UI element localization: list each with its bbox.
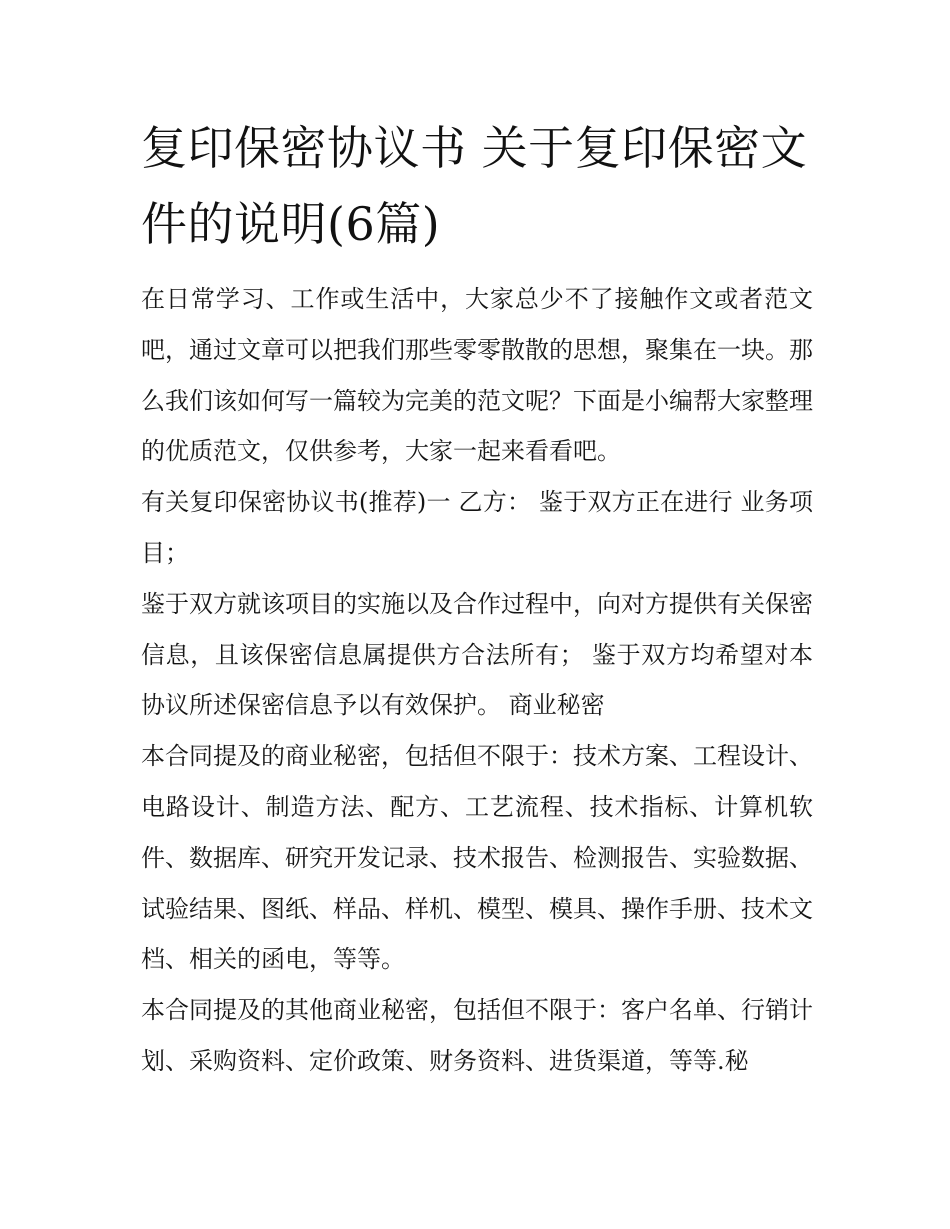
paragraph-parties: 有关复印保密协议书(推荐)一 乙方： 鉴于双方正在进行 业务项目； bbox=[141, 488, 813, 567]
paragraph-intro: 在日常学习、工作或生活中，大家总少不了接触作文或者范文吧，通过文章可以把我们那些零零散散的思想，聚集在一块。那么我们该如何写一篇较为完美的范文呢？下面是小编帮大家整理的优质范文，仅供参考，大家一起来看看吧。 bbox=[141, 285, 813, 466]
paragraph-other-secrets: 本合同提及的其他商业秘密，包括但不限于：客户名单、行销计划、采购资料、定价政策、财务资料、进货渠道，等等.秘 bbox=[141, 996, 813, 1075]
document-title: 复印保密协议书 关于复印保密文件的说明(6篇) bbox=[141, 121, 808, 251]
paragraph-whereas: 鉴于双方就该项目的实施以及合作过程中，向对方提供有关保密信息，且该保密信息属提供方合法所有； 鉴于双方均希望对本协议所述保密信息予以有效保护。 商业秘密 bbox=[141, 589, 813, 720]
paragraph-trade-secrets: 本合同提及的商业秘密，包括但不限于：技术方案、工程设计、电路设计、制造方法、配方、工艺流程、技术指标、计算机软件、数据库、研究开发记录、技术报告、检测报告、实验数据、试验结果、图纸、样品、样机、模型、模具、操作手册、技术文档、相关的函电，等等。 bbox=[141, 742, 813, 974]
document-body bbox=[141, 274, 813, 1087]
document-content bbox=[141, 110, 813, 1087]
